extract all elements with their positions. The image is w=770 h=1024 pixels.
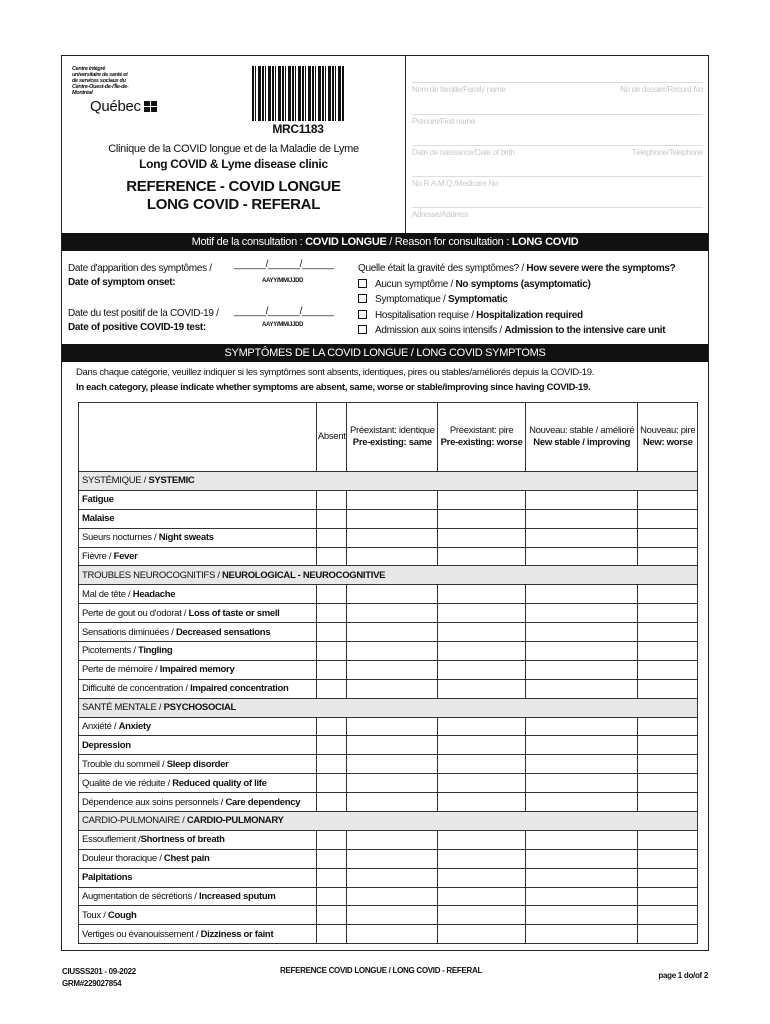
response-cell[interactable] [347, 585, 438, 604]
symptom-label [79, 642, 317, 661]
table-row [79, 887, 698, 906]
column-header [347, 403, 438, 472]
response-cell[interactable] [438, 717, 526, 736]
symptom-label [79, 660, 317, 679]
category-fr: SANTÉ MENTALE / [82, 702, 164, 714]
response-cell[interactable] [526, 623, 638, 642]
response-cell[interactable] [347, 755, 438, 774]
response-cell[interactable] [638, 906, 698, 925]
response-cell[interactable] [438, 660, 526, 679]
onset-label-fr: Date d'apparition des symptômes / [68, 263, 212, 274]
column-header-fr: Nouveau: pire [640, 425, 696, 436]
symptom-fr: Picotements / [82, 645, 138, 657]
response-cell[interactable] [526, 868, 638, 887]
severity-section [358, 261, 676, 339]
response-cell[interactable] [317, 925, 347, 944]
symptom-fr: Qualité de vie réduite / [82, 777, 173, 789]
form-title-2: LONG COVID - REFERAL [146, 196, 321, 213]
option-fr: Aucun symptôme / [375, 278, 456, 290]
category-fr: CARDIO-PULMONAIRE / [82, 815, 187, 827]
symptom-en: Fatigue [82, 494, 114, 506]
category-en: CARDIO-PULMONARY [186, 815, 284, 827]
response-cell[interactable] [438, 887, 526, 906]
response-cell[interactable] [347, 774, 438, 793]
symptoms-table [78, 402, 698, 944]
response-cell[interactable] [317, 547, 347, 566]
response-cell[interactable] [526, 736, 638, 755]
category-row [79, 698, 698, 717]
response-cell[interactable] [317, 830, 347, 849]
severity-question-en: How severe were the symptoms? [523, 263, 676, 274]
table-row [79, 509, 698, 528]
onset-blank: ______/______/______ [234, 259, 334, 270]
reason-prefix: Motif de la consultation : [191, 236, 306, 248]
fleur-de-lis-icon [144, 101, 157, 112]
symptom-en: Sleep disorder [166, 758, 229, 770]
table-row [79, 679, 698, 698]
response-cell[interactable] [317, 717, 347, 736]
onset-label-en: Date of symptom onset: [68, 277, 176, 288]
category-row [79, 472, 698, 491]
table-row [79, 906, 698, 925]
category-en: PSYCHOSOCIAL [163, 702, 237, 714]
table-row [79, 793, 698, 812]
first-name-field[interactable] [412, 114, 703, 126]
response-cell[interactable] [317, 887, 347, 906]
symptom-label [79, 774, 317, 793]
response-cell[interactable] [526, 642, 638, 661]
response-cell[interactable] [638, 623, 698, 642]
response-cell[interactable] [438, 623, 526, 642]
severity-option[interactable] [358, 277, 676, 293]
response-cell[interactable] [438, 509, 526, 528]
response-cell[interactable] [526, 755, 638, 774]
address-label: Adresse/Address [412, 210, 469, 219]
address-field[interactable] [412, 207, 703, 219]
onset-date-input[interactable] [234, 259, 334, 270]
symptom-label [79, 528, 317, 547]
symptom-en: Decreased sensations [175, 626, 271, 638]
footer-page-number: page 1 do/of 2 [658, 971, 708, 980]
response-cell[interactable] [438, 849, 526, 868]
response-cell[interactable] [638, 925, 698, 944]
table-row [79, 623, 698, 642]
response-cell[interactable] [638, 736, 698, 755]
table-row [79, 755, 698, 774]
response-cell[interactable] [526, 774, 638, 793]
symptom-en: Night sweats [158, 532, 214, 544]
column-header-en: Pre-existing: worse [440, 437, 523, 448]
symptom-label [79, 906, 317, 925]
response-cell[interactable] [347, 528, 438, 547]
response-cell[interactable] [638, 679, 698, 698]
symptom-en: Loss of taste or smell [188, 607, 280, 619]
test-date-input[interactable] [234, 306, 334, 317]
clinic-name-fr: Clinique de la COVID longue et de la Maladie de Lyme [108, 143, 359, 155]
symptom-fr: Douleur thoracique / [82, 853, 164, 865]
table-row [79, 925, 698, 944]
symptom-en: Cough [107, 909, 137, 921]
response-cell[interactable] [638, 887, 698, 906]
response-cell[interactable] [526, 490, 638, 509]
response-cell[interactable] [438, 604, 526, 623]
symptom-en: Impaired memory [159, 664, 235, 676]
response-cell[interactable] [638, 509, 698, 528]
response-cell[interactable] [438, 830, 526, 849]
column-header-en: Pre-existing: same [352, 437, 432, 448]
response-cell[interactable] [317, 868, 347, 887]
form-page [61, 55, 709, 951]
test-format: AAYY/MM/JJDD [262, 322, 304, 328]
symptom-label [79, 868, 317, 887]
symptom-fr: Sensations diminuées / [82, 626, 176, 638]
table-row [79, 604, 698, 623]
onset-date [68, 262, 212, 290]
medicare-field[interactable] [412, 176, 703, 188]
barcode [252, 66, 344, 121]
symptom-label [79, 830, 317, 849]
response-cell[interactable] [347, 830, 438, 849]
response-cell[interactable] [438, 736, 526, 755]
response-cell[interactable] [347, 793, 438, 812]
response-cell[interactable] [438, 585, 526, 604]
symptom-label [79, 604, 317, 623]
response-cell[interactable] [526, 604, 638, 623]
response-cell[interactable] [347, 679, 438, 698]
option-en: No symptoms (asymptomatic) [455, 278, 591, 290]
option-fr: Admission aux soins intensifs / [375, 325, 505, 336]
response-cell[interactable] [347, 642, 438, 661]
instructions [76, 365, 594, 395]
logo-brand: Québec [90, 98, 141, 115]
onset-format: AAYY/MM/JJDD [262, 278, 304, 284]
response-cell[interactable] [526, 925, 638, 944]
table-row [79, 642, 698, 661]
symptom-en: Impaired concentration [190, 683, 289, 695]
symptom-fr: Vertiges ou évanouissement / [82, 928, 201, 940]
category-row [79, 812, 698, 831]
response-cell[interactable] [526, 849, 638, 868]
response-cell[interactable] [526, 793, 638, 812]
footer-code: CIUSSS201 - 09-2022 [62, 967, 136, 976]
response-cell[interactable] [438, 793, 526, 812]
checkbox[interactable] [358, 294, 367, 303]
table-row [79, 585, 698, 604]
column-header-fr: Préexistant: pire [449, 425, 514, 436]
symptom-en: Tingling [138, 645, 173, 657]
column-header-en: New: worse [642, 437, 693, 448]
symptom-en: Depression [82, 739, 131, 751]
column-header-en: New stable / improving [533, 437, 631, 448]
response-cell[interactable] [438, 774, 526, 793]
category-label [79, 698, 698, 717]
category-fr: SYSTÉMIQUE / [82, 475, 149, 487]
symptom-fr: Trouble du sommeil / [82, 758, 167, 770]
symptom-label [79, 736, 317, 755]
first-name-label: Prénom/First name [412, 117, 475, 126]
symptom-fr: Dépendence aux soins personnels / [82, 796, 226, 808]
response-cell[interactable] [317, 623, 347, 642]
symptom-label [79, 490, 317, 509]
checkbox[interactable] [358, 310, 367, 319]
column-header [526, 403, 638, 472]
symptom-en: Increased sputum [199, 891, 276, 903]
response-cell[interactable] [347, 887, 438, 906]
barcode-text: MRC1183 [272, 122, 324, 136]
severity-option[interactable] [358, 323, 676, 339]
response-cell[interactable] [317, 736, 347, 755]
response-cell[interactable] [347, 849, 438, 868]
medicare-label: No R.A.M.Q./Medicare No [412, 179, 499, 188]
response-cell[interactable] [347, 660, 438, 679]
symptom-fr: Essouflement / [82, 834, 141, 846]
reason-mid: / Reason for consultation : [386, 236, 512, 248]
response-cell[interactable] [347, 717, 438, 736]
response-cell[interactable] [347, 925, 438, 944]
form-title-1: REFERENCE - COVID LONGUE [126, 178, 341, 195]
instructions-en: In each category, please indicate whether symptoms are absent, same, worse or stable/improving since having COVID-19. [76, 382, 591, 393]
response-cell[interactable] [638, 642, 698, 661]
symptom-label [79, 755, 317, 774]
response-cell[interactable] [438, 547, 526, 566]
phone-label: Téléphone/Telephone [631, 148, 703, 157]
test-blank: ______/______/______ [234, 306, 334, 317]
response-cell[interactable] [317, 585, 347, 604]
logo [72, 66, 162, 115]
table-row [79, 717, 698, 736]
response-cell[interactable] [317, 849, 347, 868]
symptom-en: Palpitations [82, 872, 133, 884]
symptom-en: Dizziness or faint [200, 928, 274, 940]
symptoms-bar-fr: SYMPTÔMES DE LA COVID LONGUE / [224, 347, 417, 359]
symptom-en: Chest pain [163, 853, 210, 865]
symptom-fr: Mal de tête / [82, 588, 133, 600]
response-cell[interactable] [438, 868, 526, 887]
response-cell[interactable] [526, 660, 638, 679]
symptom-en: Care dependency [225, 796, 301, 808]
symptom-fr: Anxiété / [82, 721, 119, 733]
response-cell[interactable] [638, 717, 698, 736]
response-cell[interactable] [438, 906, 526, 925]
table-row [79, 660, 698, 679]
option-en: Symptomatic [448, 294, 508, 305]
column-header [317, 403, 347, 472]
symptom-fr: Augmentation de sécrétions / [82, 891, 199, 903]
logo-org: Centre intégré universitaire de santé et de services sociaux du Centre-Ouest-de-l'Île-de-Montréal [72, 66, 129, 96]
column-header-fr: Nouveau: stable / amélioré [529, 425, 635, 436]
symptom-en: Anxiety [118, 721, 151, 733]
patient-info-panel [405, 56, 709, 233]
test-label-fr: Date du test positif de la COVID-19 / [68, 308, 219, 319]
response-cell[interactable] [317, 660, 347, 679]
table-row [79, 490, 698, 509]
response-cell[interactable] [526, 509, 638, 528]
response-cell[interactable] [526, 906, 638, 925]
family-name-field[interactable] [412, 82, 703, 94]
response-cell[interactable] [347, 490, 438, 509]
option-fr: Symptomatique / [375, 294, 449, 305]
response-cell[interactable] [317, 793, 347, 812]
category-label [79, 472, 698, 491]
instructions-fr: Dans chaque catégorie, veuillez indiquer si les symptômes sont absents, identiques, pires ou stables/améliorés depuis la COVID-19. [76, 367, 595, 378]
symptoms-bar [62, 344, 708, 362]
footer-grm: GRM#229027854 [62, 979, 122, 988]
symptom-label [79, 623, 317, 642]
response-cell[interactable] [317, 490, 347, 509]
category-en: NEUROLOGICAL - NEUROCOGNITIVE [222, 569, 386, 581]
symptom-en: Reduced quality of life [172, 777, 267, 789]
response-cell[interactable] [526, 887, 638, 906]
response-cell[interactable] [317, 679, 347, 698]
symptom-fr: Difficulté de concentration / [82, 683, 191, 695]
checkbox[interactable] [358, 325, 367, 334]
record-no-label: No de dossier/Record No [620, 85, 703, 94]
response-cell[interactable] [317, 604, 347, 623]
response-cell[interactable] [438, 642, 526, 661]
response-cell[interactable] [317, 906, 347, 925]
table-row [79, 774, 698, 793]
response-cell[interactable] [438, 490, 526, 509]
response-cell[interactable] [317, 755, 347, 774]
symptom-label [79, 925, 317, 944]
response-cell[interactable] [526, 717, 638, 736]
symptom-fr: Fièvre / [82, 551, 114, 562]
response-cell[interactable] [438, 679, 526, 698]
response-cell[interactable] [638, 868, 698, 887]
category-row [79, 566, 698, 585]
response-cell[interactable] [638, 793, 698, 812]
table-row [79, 528, 698, 547]
response-cell[interactable] [526, 547, 638, 566]
reason-fr: COVID LONGUE [305, 236, 387, 248]
category-fr: TROUBLES NEUROCOGNITIFS / [82, 569, 222, 581]
response-cell[interactable] [347, 623, 438, 642]
reason-en: LONG COVID [511, 236, 579, 248]
response-cell[interactable] [438, 528, 526, 547]
response-cell[interactable] [638, 585, 698, 604]
response-cell[interactable] [638, 604, 698, 623]
response-cell[interactable] [526, 830, 638, 849]
column-header [438, 403, 526, 472]
symptom-label [79, 679, 317, 698]
table-row [79, 830, 698, 849]
symptom-en: Malaise [82, 513, 115, 525]
clinic-name-en: Long COVID & Lyme disease clinic [139, 157, 328, 171]
table-row [79, 868, 698, 887]
response-cell[interactable] [526, 585, 638, 604]
column-header [638, 403, 698, 472]
response-cell[interactable] [526, 528, 638, 547]
response-cell[interactable] [638, 755, 698, 774]
severity-option[interactable] [358, 308, 676, 324]
checkbox[interactable] [358, 279, 367, 288]
reason-bar [62, 233, 708, 251]
symptom-fr: Perte de gout ou d'odorat / [82, 607, 189, 619]
symptom-fr: Toux / [82, 909, 108, 921]
category-label [79, 812, 698, 831]
response-cell[interactable] [438, 925, 526, 944]
symptom-label [79, 717, 317, 736]
table-row [79, 547, 698, 566]
response-cell[interactable] [347, 509, 438, 528]
category-en: SYSTEMIC [148, 475, 195, 487]
symptom-label [79, 585, 317, 604]
symptom-label [79, 547, 317, 566]
response-cell[interactable] [317, 774, 347, 793]
response-cell[interactable] [526, 679, 638, 698]
response-cell[interactable] [638, 547, 698, 566]
option-en: Hospitalization required [476, 309, 583, 321]
response-cell[interactable] [347, 868, 438, 887]
symptom-fr: Sueurs nocturnes / [82, 532, 159, 544]
response-cell[interactable] [347, 604, 438, 623]
footer-center: REFERENCE COVID LONGUE / LONG COVID - REFERAL [280, 966, 483, 975]
response-cell[interactable] [638, 490, 698, 509]
severity-question-fr: Quelle était la gravité des symptômes? / [358, 263, 524, 274]
symptom-en: Shortness of breath [140, 834, 225, 846]
option-fr: Hospitalisation requise / [375, 309, 477, 321]
test-label-en: Date of positive COVID-19 test: [68, 322, 206, 333]
response-cell[interactable] [347, 736, 438, 755]
symptom-label [79, 887, 317, 906]
symptom-en: Fever [113, 551, 138, 562]
column-header-fr: Absent [317, 431, 346, 442]
option-en: Admission to the intensive care unit [504, 325, 666, 336]
symptoms-bar-en: LONG COVID SYMPTOMS [416, 347, 546, 359]
family-name-label: Nom de famille/Family name [412, 85, 506, 94]
response-cell[interactable] [638, 849, 698, 868]
symptom-en: Headache [132, 588, 176, 600]
symptom-label [79, 509, 317, 528]
symptom-fr: Perte de mémoire / [82, 664, 160, 676]
table-row [79, 849, 698, 868]
header-blank [79, 403, 317, 472]
dob-field[interactable] [412, 145, 703, 157]
severity-option[interactable] [358, 292, 676, 308]
symptom-label [79, 793, 317, 812]
response-cell[interactable] [638, 774, 698, 793]
column-header-fr: Préexistant: identique [349, 425, 435, 436]
dob-label: Date de naissance/Date of birth [412, 148, 515, 157]
response-cell[interactable] [317, 528, 347, 547]
response-cell[interactable] [347, 906, 438, 925]
test-date [68, 307, 219, 335]
category-label [79, 566, 698, 585]
table-row [79, 736, 698, 755]
response-cell[interactable] [317, 509, 347, 528]
response-cell[interactable] [438, 755, 526, 774]
response-cell[interactable] [347, 547, 438, 566]
response-cell[interactable] [317, 642, 347, 661]
response-cell[interactable] [638, 830, 698, 849]
symptom-label [79, 849, 317, 868]
response-cell[interactable] [638, 528, 698, 547]
footer-left [62, 966, 136, 990]
response-cell[interactable] [638, 660, 698, 679]
